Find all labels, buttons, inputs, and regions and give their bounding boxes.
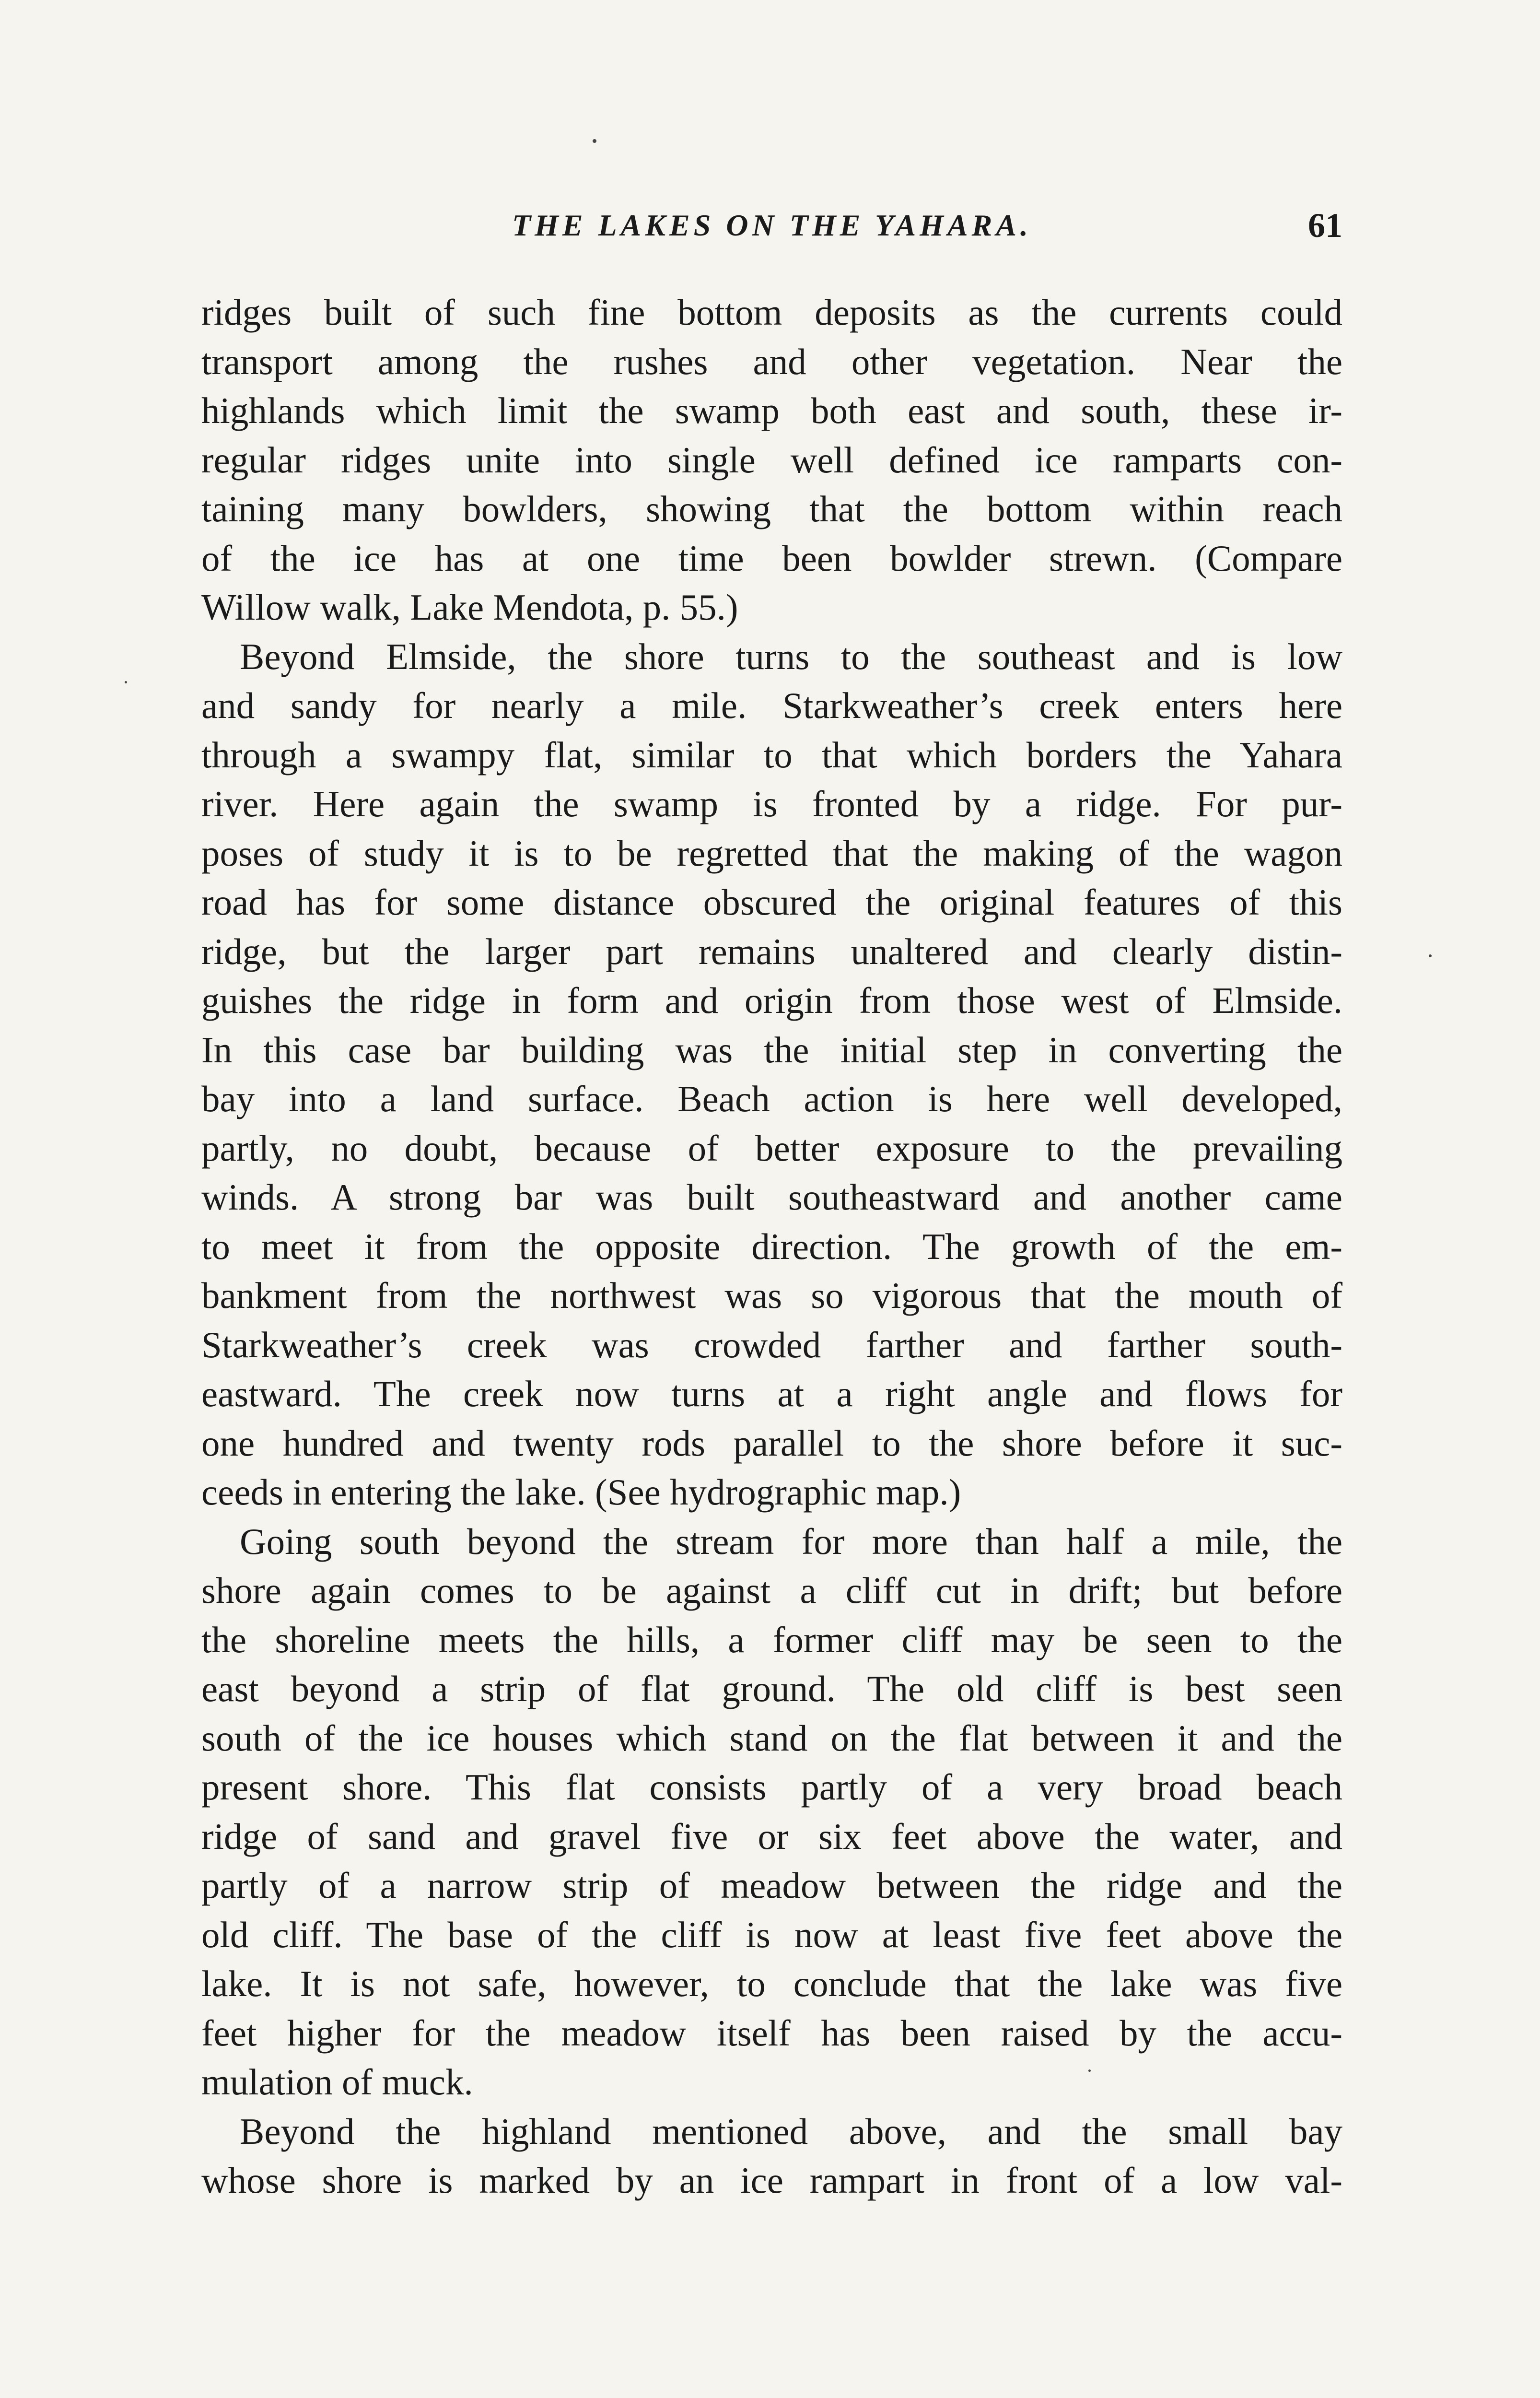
scan-speck [125,681,127,683]
text-line: ceeds in entering the lake. (See hydrographic map.) [201,1471,961,1513]
text-line: feet higher for the meadow itself has been raised by the accu- [201,2012,1342,2054]
text-line: eastward. The creek now turns at a right angle and flows for [201,1373,1342,1414]
text-line: south of the ice houses which stand on the flat between it and the [201,1717,1342,1759]
text-line: to meet it from the opposite direction. The growth of the em- [201,1225,1342,1267]
paragraph-1 [201,288,1342,632]
text-line: Beyond the highland mentioned above, and the small bay [240,2110,1342,2152]
text-line: Beyond Elmside, the shore turns to the southeast and is low [240,635,1342,677]
text-line: Willow walk, Lake Mendota, p. 55.) [201,587,738,628]
text-line: one hundred and twenty rods parallel to the shore before it suc- [201,1422,1342,1464]
text-line: east beyond a strip of flat ground. The old cliff is best seen [201,1668,1342,1709]
text-line: transport among the rushes and other vegetation. Near the [201,341,1342,382]
text-line: bay into a land surface. Beach action is here well developed, [201,1078,1342,1119]
text-line: In this case bar building was the initial step in converting the [201,1029,1342,1070]
text-line: regular ridges unite into single well defined ice ramparts con- [201,439,1342,481]
text-line: old cliff. The base of the cliff is now at least five feet above the [201,1914,1342,1955]
text-line: through a swampy flat, similar to that which borders the Yahara [201,734,1342,776]
body-text [201,288,1342,2205]
page-header [201,199,1342,252]
scan-speck [593,139,596,143]
text-line: winds. A strong bar was built southeastward and another came [201,1176,1342,1218]
text-line: the shoreline meets the hills, a former cliff may be seen to the [201,1619,1342,1660]
text-line: Going south beyond the stream for more than half a mile, the [240,1520,1342,1562]
paragraph-3 [201,1517,1342,2107]
text-line: present shore. This flat consists partly of a very broad beach [201,1766,1342,1808]
paragraph-4 [201,2107,1342,2205]
text-line: mulation of muck. [201,2061,473,2103]
running-title: THE LAKES ON THE YAHARA. [512,208,1032,242]
text-line: and sandy for nearly a mile. Starkweather’s creek enters here [201,685,1342,726]
text-line: ridge of sand and gravel five or six feet above the water, and [201,1815,1342,1857]
text-line: whose shore is marked by an ice rampart in front of a low val- [201,2160,1342,2201]
scan-speck [1429,954,1432,957]
text-line: taining many bowlders, showing that the bottom within reach [201,488,1342,529]
text-line: highlands which limit the swamp both east and south, these ir- [201,390,1342,431]
text-line: poses of study it is to be regretted that the making of the wagon [201,832,1342,874]
text-line: bankment from the northwest was so vigorous that the mouth of [201,1275,1342,1316]
text-line: Starkweather’s creek was crowded farther and farther south- [201,1324,1342,1365]
text-line: guishes the ridge in form and origin from those west of Elmside. [201,980,1342,1021]
text-line: river. Here again the swamp is fronted by a ridge. For pur- [201,783,1342,824]
text-line: shore again comes to be against a cliff cut in drift; but before [201,1570,1342,1611]
scan-speck [1088,2069,1091,2072]
text-line: ridge, but the larger part remains unaltered and clearly distin- [201,930,1342,972]
page-number: 61 [1308,206,1342,245]
paragraph-2 [201,632,1342,1517]
text-line: of the ice has at one time been bowlder strewn. (Compare [201,537,1342,579]
text-line: road has for some distance obscured the original features of this [201,882,1342,923]
text-line: partly of a narrow strip of meadow between the ridge and the [201,1865,1342,1906]
text-line: ridges built of such fine bottom deposits as the currents could [201,292,1342,333]
text-line: lake. It is not safe, however, to conclude that the lake was five [201,1963,1342,2004]
text-line: partly, no doubt, because of better exposure to the prevailing [201,1127,1342,1169]
